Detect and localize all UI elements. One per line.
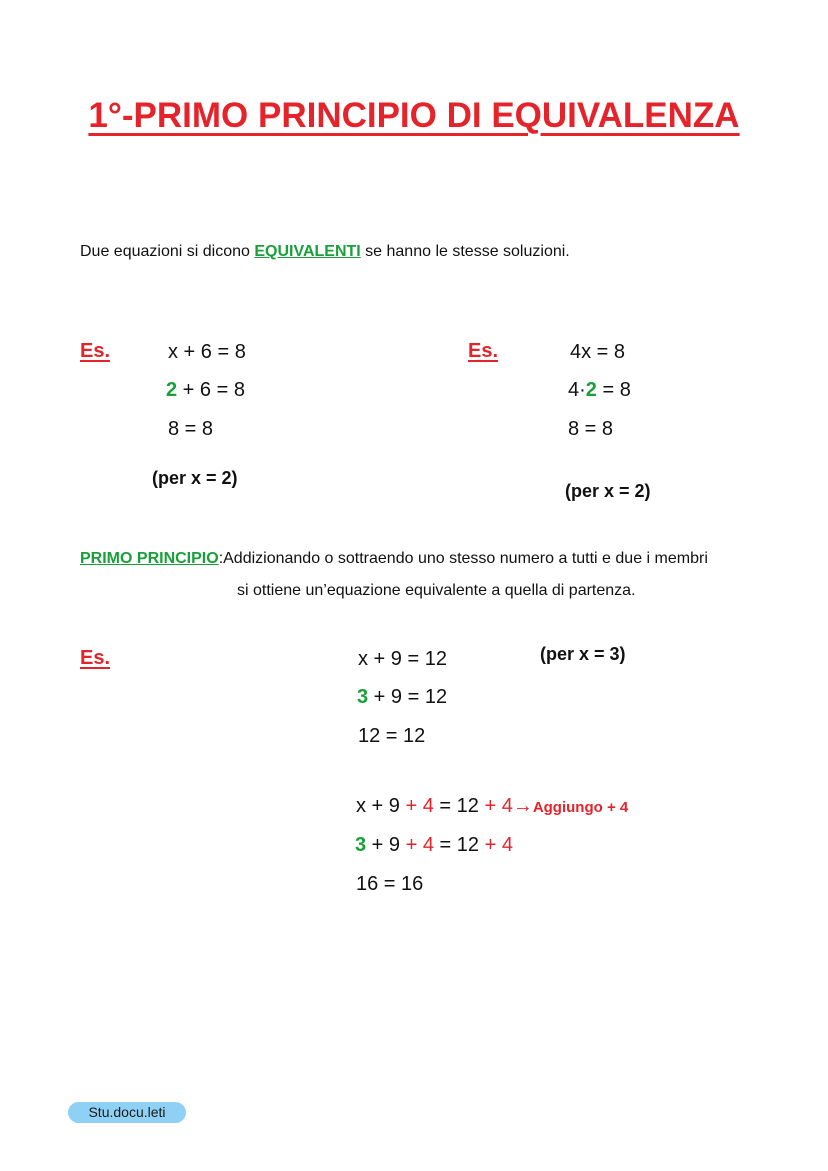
example3-line3: 12 = 12: [358, 725, 426, 747]
principle-line1: :Addizionando o sottraendo uno stesso numero a tutti e due i membri: [218, 550, 708, 567]
example2-solution-value: 2: [585, 379, 597, 401]
action-note: Aggiungo + 4: [532, 799, 629, 816]
example2-line2-rest: = 8: [596, 379, 631, 401]
example3-note: (per x = 3): [540, 644, 626, 664]
example1-line2-rest: + 6 = 8: [177, 379, 245, 401]
example-label-3: Es.: [80, 647, 111, 669]
line4-start: x + 9: [356, 795, 406, 817]
line4-mid: = 12: [433, 795, 485, 817]
example3-line5: [355, 834, 513, 857]
example-label-2: Es.: [468, 340, 499, 362]
example-label-1: Es.: [80, 340, 111, 362]
example2-note: (per x = 2): [565, 481, 651, 501]
intro-before: Due equazioni si dicono: [80, 243, 255, 260]
example1-line1: x + 6 = 8: [168, 341, 246, 363]
example2-line2-prefix: 4·: [568, 379, 586, 401]
intro-after: se hanno le stesse soluzioni.: [360, 243, 570, 260]
line4-added-right: + 4: [484, 795, 513, 817]
page-title: 1°-PRIMO PRINCIPIO DI EQUIVALENZA: [88, 96, 740, 135]
example3-line1: x + 9 = 12: [358, 648, 447, 670]
line5-solution-value: 3: [355, 834, 367, 856]
principle-line2: si ottiene un’equazione equivalente a quella di partenza.: [237, 582, 636, 599]
example2-line1: 4x = 8: [570, 341, 626, 363]
example3-line2-rest: + 9 = 12: [368, 686, 448, 708]
example3-line6: 16 = 16: [356, 873, 424, 895]
line5-added-left: + 4: [405, 834, 434, 856]
intro-paragraph: [80, 243, 570, 261]
example3-line2: [357, 686, 447, 709]
arrow-right-icon: →: [512, 795, 533, 817]
example1-line3: 8 = 8: [168, 418, 214, 440]
intro-highlight: EQUIVALENTI: [254, 243, 361, 260]
example2-line3: 8 = 8: [568, 418, 614, 440]
example3-solution-value: 3: [357, 686, 369, 708]
example3-line4: [356, 795, 628, 818]
watermark-badge: Stu.docu.leti: [68, 1102, 186, 1123]
example2-line2: [568, 379, 631, 402]
principle-label: PRIMO PRINCIPIO: [80, 550, 219, 567]
principle-statement: [80, 550, 708, 568]
example1-line2: [166, 379, 245, 402]
line5-added-right: + 4: [484, 834, 513, 856]
line4-added-left: + 4: [405, 795, 434, 817]
example1-solution-value: 2: [166, 379, 178, 401]
line5-mid: + 9: [366, 834, 406, 856]
line5-eq: = 12: [433, 834, 485, 856]
example1-note: (per x = 2): [152, 468, 238, 488]
